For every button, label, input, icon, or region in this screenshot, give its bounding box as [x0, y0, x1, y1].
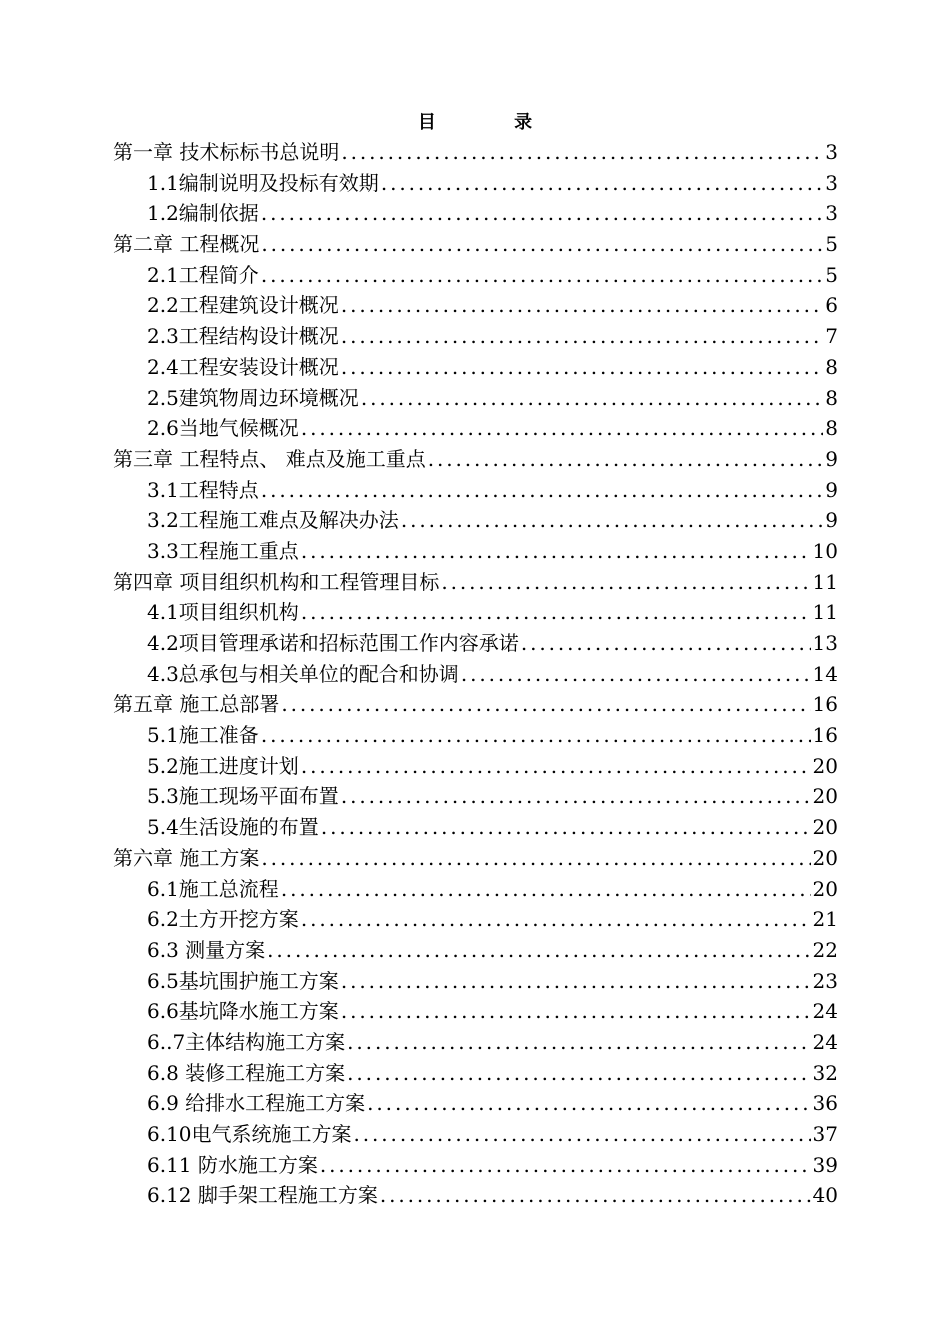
toc-dot-leader — [301, 413, 823, 444]
toc-entry-text: 6.9 给排水工程施工方案 — [147, 1091, 366, 1116]
toc-entry-text: 1.1编制说明及投标有效期 — [147, 170, 379, 195]
toc-page-number: 16 — [812, 723, 838, 748]
toc-entry-text: 4.2项目管理承诺和招标范围工作内容承诺 — [147, 631, 519, 655]
toc-page-number: 3 — [825, 201, 838, 226]
toc-section-entry[interactable] — [113, 904, 838, 935]
toc-entry-text: 3.3工程施工重点 — [147, 538, 299, 563]
toc-entry-text: 6.1施工总流程 — [147, 876, 279, 901]
toc-entry-text: 5.3施工现场平面布置 — [147, 784, 339, 809]
toc-section-entry[interactable] — [113, 321, 838, 352]
toc-page-number: 36 — [812, 1091, 838, 1116]
toc-page-number: 6 — [825, 293, 838, 318]
toc-section-entry[interactable] — [113, 966, 838, 997]
toc-entry-text: 第二章 工程概况 — [113, 232, 260, 257]
toc-dot-leader — [267, 935, 810, 966]
toc-page-number: 20 — [812, 784, 838, 809]
toc-entry-text: 6.3 测量方案 — [147, 937, 266, 962]
toc-page-number: 11 — [812, 569, 838, 594]
toc-dot-leader — [301, 536, 811, 567]
toc-page-number: 9 — [825, 477, 838, 502]
toc-chapter-entry[interactable] — [113, 843, 838, 874]
toc-page-number: 22 — [812, 937, 838, 962]
toc-entry-text: 6.11 防水施工方案 — [147, 1152, 318, 1177]
toc-section-entry[interactable] — [113, 1119, 838, 1150]
toc-entry-text: 4.1项目组织机构 — [147, 600, 299, 625]
toc-dot-leader — [261, 260, 823, 291]
toc-page-number: 8 — [825, 416, 838, 441]
toc-entry-text: 第五章 施工总部署 — [113, 692, 280, 717]
toc-section-entry[interactable] — [113, 874, 838, 905]
toc-section-entry[interactable] — [113, 751, 838, 782]
toc-section-entry[interactable] — [113, 996, 838, 1027]
toc-page-number: 23 — [812, 968, 838, 993]
toc-dot-leader — [380, 1180, 811, 1211]
toc-dot-leader — [521, 628, 811, 659]
toc-dot-leader — [381, 168, 823, 199]
toc-dot-leader — [354, 1119, 811, 1150]
toc-entry-text: 1.2编制依据 — [147, 201, 259, 226]
toc-page-number: 39 — [812, 1152, 838, 1177]
toc-page-number: 7 — [825, 324, 838, 349]
toc-entry-text: 2.1工程简介 — [147, 262, 259, 287]
toc-section-entry[interactable] — [113, 1058, 838, 1089]
toc-dot-leader — [301, 751, 811, 782]
toc-dot-leader — [428, 444, 824, 475]
toc-page-number: 20 — [812, 753, 838, 778]
toc-entry-text: 5.2施工进度计划 — [147, 753, 299, 778]
toc-page-number: 10 — [812, 538, 838, 563]
toc-dot-leader — [341, 966, 811, 997]
toc-page-number: 40 — [812, 1183, 838, 1208]
toc-dot-leader — [367, 1088, 810, 1119]
toc-chapter-entry[interactable] — [113, 137, 838, 168]
toc-entry-text: 6.5基坑围护施工方案 — [147, 968, 339, 993]
toc-section-entry[interactable] — [113, 198, 838, 229]
toc-dot-leader — [301, 904, 811, 935]
toc-page-number: 14 — [812, 661, 838, 686]
toc-entry-text: 2.4工程安装设计概况 — [147, 354, 339, 379]
toc-entry-text: 6..7主体结构施工方案 — [147, 1029, 346, 1054]
toc-page-number: 5 — [825, 262, 838, 287]
toc-page-number: 37 — [812, 1122, 838, 1146]
toc-dot-leader — [281, 689, 810, 720]
toc-dot-leader — [461, 659, 811, 690]
toc-dot-leader — [361, 383, 823, 414]
toc-entry-text: 第六章 施工方案 — [113, 845, 260, 870]
toc-page-number: 13 — [812, 631, 838, 655]
toc-section-entry[interactable] — [113, 383, 838, 414]
toc-entry-text: 5.4生活设施的布置 — [147, 815, 319, 840]
toc-section-entry[interactable] — [113, 168, 838, 199]
toc-dot-leader — [281, 874, 811, 905]
toc-dot-leader — [261, 720, 811, 751]
toc-dot-leader — [301, 597, 811, 628]
toc-entry-text: 2.5建筑物周边环境概况 — [147, 385, 359, 410]
toc-dot-leader — [320, 1150, 811, 1181]
toc-chapter-entry[interactable] — [113, 444, 838, 475]
toc-dot-leader — [261, 843, 810, 874]
toc-section-entry[interactable] — [113, 1150, 838, 1181]
toc-section-entry[interactable] — [113, 352, 838, 383]
toc-entry-text: 4.3总承包与相关单位的配合和协调 — [147, 661, 459, 686]
toc-dot-leader — [347, 1058, 810, 1089]
toc-page-number: 20 — [812, 876, 838, 901]
toc-entry-text: 6.6基坑降水施工方案 — [147, 999, 339, 1024]
toc-title: 目 录 — [417, 112, 569, 133]
toc-chapter-entry[interactable] — [113, 567, 838, 598]
toc-dot-leader — [341, 996, 811, 1027]
toc-entry-text: 6.2土方开挖方案 — [147, 907, 299, 932]
toc-section-entry[interactable] — [113, 413, 838, 444]
toc-page-number: 5 — [825, 232, 838, 257]
toc-page-number: 24 — [812, 999, 838, 1024]
toc-page-number: 21 — [812, 907, 838, 932]
toc-page-number: 20 — [812, 815, 838, 840]
toc-page-number: 20 — [812, 845, 838, 870]
toc-section-entry[interactable] — [113, 781, 838, 812]
toc-section-entry[interactable] — [113, 935, 838, 966]
toc-section-entry[interactable] — [113, 1027, 838, 1058]
toc-entry-text: 2.2工程建筑设计概况 — [147, 293, 339, 318]
toc-entry-text: 第一章 技术标标书总说明 — [113, 140, 340, 164]
toc-dot-leader — [341, 321, 823, 352]
toc-page-number: 24 — [812, 1029, 838, 1054]
toc-page-number: 8 — [825, 354, 838, 379]
toc-section-entry[interactable] — [113, 536, 838, 567]
toc-dot-leader — [261, 475, 823, 506]
toc-page-number: 32 — [812, 1060, 838, 1085]
toc-entry-text: 6.10电气系统施工方案 — [147, 1122, 352, 1146]
toc-dot-leader — [261, 229, 823, 260]
toc-page-number: 9 — [825, 508, 838, 533]
toc-section-entry[interactable] — [113, 260, 838, 291]
toc-entry-text: 6.12 脚手架工程施工方案 — [147, 1183, 378, 1208]
toc-dot-leader — [261, 198, 823, 229]
toc-dot-leader — [401, 505, 823, 536]
toc-page-number: 3 — [825, 140, 838, 164]
toc-entry-text: 3.1工程特点 — [147, 477, 259, 502]
toc-chapter-entry[interactable] — [113, 229, 838, 260]
toc-section-entry[interactable] — [113, 475, 838, 506]
toc-section-entry[interactable] — [113, 1180, 838, 1211]
toc-section-entry[interactable] — [113, 659, 838, 690]
toc-section-entry[interactable] — [113, 720, 838, 751]
toc-page-number: 3 — [825, 170, 838, 195]
toc-dot-leader — [341, 352, 823, 383]
toc-entry-text: 6.8 装修工程施工方案 — [147, 1060, 346, 1085]
toc-dot-leader — [341, 290, 823, 321]
toc-dot-leader — [341, 137, 823, 168]
toc-entry-text: 2.6当地气候概况 — [147, 416, 299, 441]
toc-dot-leader — [321, 812, 811, 843]
toc-page-number: 8 — [825, 385, 838, 410]
toc-section-entry[interactable] — [113, 290, 838, 321]
toc-section-entry[interactable] — [113, 628, 838, 659]
toc-section-entry[interactable] — [113, 812, 838, 843]
toc-list — [113, 137, 838, 1211]
toc-section-entry[interactable] — [113, 505, 838, 536]
toc-page-number: 16 — [812, 692, 838, 717]
toc-dot-leader — [341, 781, 811, 812]
toc-page-number: 11 — [812, 600, 838, 625]
toc-section-entry[interactable] — [113, 1088, 838, 1119]
toc-entry-text: 第三章 工程特点、 难点及施工重点 — [113, 446, 426, 471]
toc-section-entry[interactable] — [113, 597, 838, 628]
toc-dot-leader — [441, 567, 810, 598]
toc-dot-leader — [347, 1027, 810, 1058]
toc-entry-text: 5.1施工准备 — [147, 723, 259, 748]
toc-entry-text: 2.3工程结构设计概况 — [147, 324, 339, 349]
toc-page-number: 9 — [825, 446, 838, 471]
toc-entry-text: 第四章 项目组织机构和工程管理目标 — [113, 569, 440, 594]
toc-chapter-entry[interactable] — [113, 689, 838, 720]
toc-entry-text: 3.2工程施工难点及解决办法 — [147, 508, 399, 533]
